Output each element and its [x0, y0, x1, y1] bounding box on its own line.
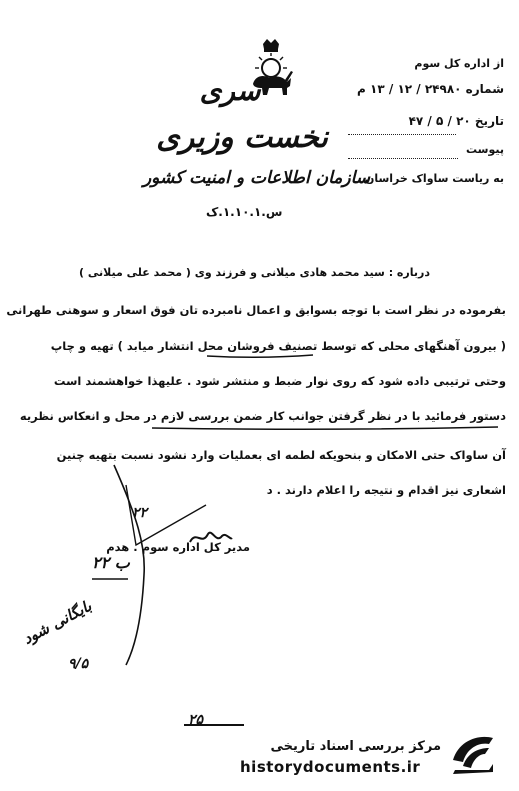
- handwritten-note-1: ۲۲: [132, 505, 148, 521]
- organization-title: سازمان اطلاعات و امنیت کشور: [142, 168, 370, 188]
- body-line-1: بفرموده در نظر است با توجه بسوابق و اعمال نامبرده تان فوق اسعار و سوهنی طهرانی: [6, 303, 506, 317]
- signature-role: مدیر کل اداره سوم . هدم: [106, 540, 250, 554]
- body-line-6: اشعاری نیز اقدام و نتیجه را اعلام دارند . د: [266, 483, 506, 497]
- margin-number: ۹/۵: [68, 656, 89, 672]
- handwritten-underline: [90, 576, 130, 582]
- meta-from: از اداره کل سوم: [414, 57, 504, 70]
- body-line-2: ( بیرون آهنگهای محلی که توسط تصنیف فروشان محل انتشار میابد ) تهیه و چاپ: [50, 339, 506, 353]
- subject-line: درباره : سید محمد هادی میلانی و فرزند وی ( محمد علی میلانی ): [79, 266, 430, 279]
- meta-attachment: پیوست: [466, 143, 504, 156]
- body-line-5: آن ساواک حتی الامکان و بنحویکه لطمه ای بعملیات وارد نشود نسبت بتهیه چنین: [56, 448, 506, 462]
- meta-number: شماره ۲۴۹۸۰ / ۱۲ / ۱۳ م: [357, 82, 504, 96]
- meta-attachment-dotline: [348, 158, 458, 159]
- watermark-url: historydocuments.ir: [240, 758, 421, 776]
- classification-title: سری: [199, 74, 261, 107]
- margin-handwriting: بایگانی شود: [20, 596, 95, 648]
- handwritten-note-2: ب ۲۲: [92, 553, 130, 572]
- meta-to: به ریاست ساواک خراسان: [364, 172, 504, 185]
- reference-code: س.۱.۱۰.۱.ک: [206, 205, 283, 219]
- watermark-name: مرکز بررسی اسناد تاریخی: [270, 739, 441, 754]
- hand-underline-2: [150, 424, 500, 432]
- footer-reference: ۲۵: [188, 712, 204, 728]
- ministry-title: نخست وزیری: [156, 120, 328, 155]
- body-line-3: وحتی ترتیبی داده شود که روی نوار ضبط و منتشر شود . علیهذا خواهشمند است: [53, 374, 506, 388]
- meta-date-dotline: [348, 134, 456, 135]
- document-logo-icon: [449, 730, 499, 778]
- handwritten-curve-line: [96, 455, 216, 675]
- body-line-4: دستور فرمائید با در نظر گرفتن جوانب کار ضمن بررسی لازم در محل و انعکاس نظریه: [19, 409, 506, 423]
- hand-underline-1: [205, 352, 315, 360]
- meta-date: تاریخ ۲۰ / ۵ / ۴۷: [408, 114, 504, 128]
